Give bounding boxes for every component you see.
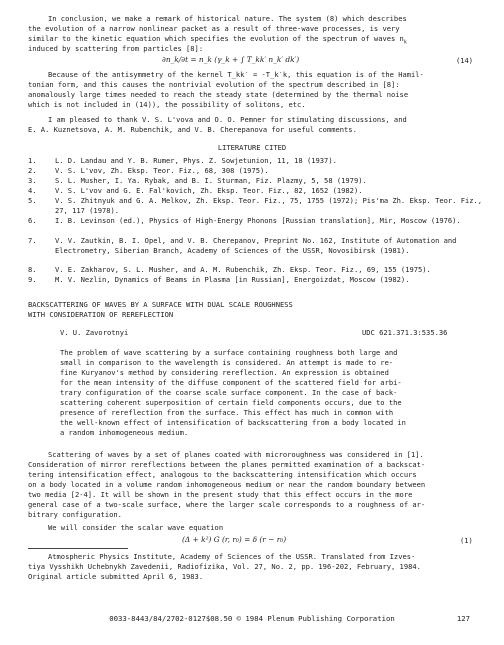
abstract-line: small in comparison to the wavelength is considered. An attempt is made to re- — [60, 358, 394, 367]
article-author: V. U. Zavorotnyi — [60, 328, 129, 337]
acknowledgment-line: E. A. Kuznetsova, A. M. Rubenchik, and V. B. Cherepanova for useful comments. — [28, 125, 357, 134]
abstract-line: trary configuration of the coarse scale surface component. In the case of back- — [60, 388, 398, 397]
body-line: tering intensification effect, analogous to the backscattering intensification which occurs — [28, 470, 417, 479]
abstract-line: The problem of wave scattering by a surface containing roughness both large and — [60, 348, 398, 357]
body-line: anomalously large times needed to reach the steady state (determined by the thermal noise — [28, 90, 409, 99]
body-line: bitrary configuration. — [28, 510, 122, 519]
body-line: similar to the kinetic equation which specifies the evolution of the spectrum of waves $n_k$ — [28, 34, 407, 46]
journal-page: In conclusion, we make a remark of historical nature. The system (8) which describes the evolution of a narrow nonlinear packet as a result of three-wave processes, is very similar to the kinetic equation which specifies the evolution of the spectrum of waves $n_k$ induced by scattering from particles [8]: ∂n_k/∂t = n_k (γ_k + ∫ T_kk′ n_k′ dk′) (14) Because of the antisymmetry of the kernel T_kk′ = -T_k′k, this equation is of the Hamil- tonian form, and this causes the nontrivial evolution of the spectrum described in [8]: anomalously large times needed to reach the steady state (determined by the thermal noise which is not included in (14)), the possibility of solitons, etc. I am pleased to thank V. S. L'vova and O. O. Pemner for stimulating discussions, and E. A. Kuznetsova, A. M. Rubenchik, and V. B. Cherepanova for useful comments. LITERATURE CITED 1. L. D. Landau and Y. B. Rumer, Phys. Z. Sowjetunion, 11, 18 (1937). 2. V. S. L'vov, Zh. Eksp. Teor. Fiz., 68, 308 (1975). 3. S. L. Musher, I. Ya. Rybak, and B. I. Sturman, Fiz. Plazmy, 5, 58 (1979). 4. V. S. L'vov and G. E. Fal'kovich, Zh. Eksp. Teor. Fiz., 82, 1652 (1982). 5. V. S. Zhitnyuk and G. A. Melkov, Zh. Eksp. Teor. Fiz., 75, 1755 (1972); Pis'ma Zh. Eksp. Teor. Fiz., 27, 117 (1978). 6. I. B. Levinson (ed.), Physics of High-Energy Phonons [Russian translation], Mir, Moscow (1976). 7. V. V. Zautkin, B. I. Opel, and V. B. Cherepanov, Preprint No. 162, Institute of Automation and Electrometry, Siberian Branch, Academy of Sciences of the USSR, Novosibirsk (1981). 8. V. E. Zakharov, S. L. Musher, and A. M. Rubenchik, Zh. Eksp. Teor. Fiz., 69, 155 (1975). 9. M. V. Nezlin, Dynamics of Beams in Plasma [in Russian], Energoizdat, Moscow (1982). BACKSCATTERING OF WAVES BY A SURFACE WITH DUAL SCALE ROUGHNESS WITH CONSIDERATION OF REREFLECTION V. U. Zavorotnyi UDC 621.371.3:535.36 The problem of wave scattering by a surface containing roughness both large and small in comparison to the wavelength is considered. An attempt is made to re- fine Kuryanov's method by considering rereflection. An expression is obtained for the mean intensity of the diffuse component of the scattered field for arbi- trary configuration of the coarse scale surface component. In the case of back- scattering coherent superposition of certain field components occurs, due to the presence of rereflection from the surface. This effect has much in common with the well-known effect of intensification of backscattering from a body located in a random inhomogeneous medium. Scattering of waves by a set of planes coated with microroughness was considered in [1]. Consideration of mirror rereflections between the planes permitted examination of a backscat- tering intensification effect, analogous to the backscattering intensification which occurs on a body located in a volume random inhomogeneous medium or near the random boundary between two media [2-4]. It will be shown in the present study that this effect occurs in the more general case of a two-scale surface, where the larger scale corresponds to a roughness of ar- bitrary configuration. We will consider the scalar wave equation (Δ + k²) G (r, r₀) = δ (r − r₀) (1) Atmospheric Physics Institute, Academy of Sciences of the USSR. Translated from Izves- tiya Vysshikh Uchebnykh Zavedenii, Radiofizika, Vol. 27, No. 2, pp. 196-202, February, 1984. Original article submitted April 6, 1983. 0033-8443/84/2702-0127$08.50 © 1984 Plenum Publishing Corporation 127 — [0, 0, 504, 645]
body-line: tonian form, and this causes the nontrivial evolution of the spectrum described in [8]: — [28, 80, 400, 89]
body-line: general case of a two-scale surface, where the larger scale corresponds to a roughness of ar- — [28, 500, 426, 509]
footnote-line: tiya Vysshikh Uchebnykh Zavedenii, Radiofizika, Vol. 27, No. 2, pp. 196-202, February, 1984. — [28, 562, 421, 571]
page-number: 127 — [456, 614, 470, 623]
abstract-line: the well-known effect of intensification of backscattering from a body located in — [60, 418, 406, 427]
body-line: induced by scattering from particles [8]: — [28, 44, 204, 53]
body-line: Consideration of mirror rereflections between the planes permitted examination of a backscat- — [28, 460, 426, 469]
article-title: BACKSCATTERING OF WAVES BY A SURFACE WITH DUAL SCALE ROUGHNESS — [28, 300, 293, 309]
equation-number: (14) — [456, 56, 474, 65]
article-title: WITH CONSIDERATION OF REREFLECTION — [28, 310, 174, 319]
equation-number: (1) — [460, 536, 473, 545]
body-line: the evolution of a narrow nonlinear packet as a result of three-wave processes, is very — [28, 24, 400, 33]
footnote-rule — [28, 548, 128, 549]
body-line: which is not included in (14)), the possibility of solitons, etc. — [28, 100, 306, 109]
abstract-line: scattering coherent superposition of certain field components occurs, due to the — [60, 398, 402, 407]
abstract-line: a random inhomogeneous medium. — [60, 428, 189, 437]
equation-14: ∂n_k/∂t = n_k (γ_k + ∫ T_kk′ n_k′ dk′) — [162, 55, 300, 64]
abstract-line: fine Kuryanov's method by considering rereflection. An expression is obtained — [60, 368, 389, 377]
abstract-line: for the mean intensity of the diffuse component of the scattered field for arbi- — [60, 378, 402, 387]
abstract-line: presence of rereflection from the surface. This effect has much in common with — [60, 408, 394, 417]
equation-1: (Δ + k²) G (r, r₀) = δ (r − r₀) — [182, 535, 287, 544]
body-line: Scattering of waves by a set of planes coated with microroughness was considered in [1]. — [48, 450, 424, 459]
acknowledgment-line: I am pleased to thank V. S. L'vova and O. O. Pemner for stimulating discussions, and — [48, 115, 407, 124]
body-line: In conclusion, we make a remark of historical nature. The system (8) which describes — [48, 14, 407, 23]
body-line: on a body located in a volume random inhomogeneous medium or near the random boundary between — [28, 480, 426, 489]
references-heading: LITERATURE CITED — [217, 143, 287, 152]
copyright-line: 0033-8443/84/2702-0127$08.50 © 1984 Plenum Publishing Corporation — [109, 614, 395, 623]
body-line: two media [2-4]. It will be shown in the present study that this effect occurs in the more — [28, 490, 413, 499]
udc-code: UDC 621.371.3:535.36 — [362, 328, 448, 337]
body-line: We will consider the scalar wave equation — [48, 523, 224, 532]
footnote-line: Original article submitted April 6, 1983. — [28, 572, 204, 581]
body-line: Because of the antisymmetry of the kernel T_kk′ = -T_k′k, this equation is of the Hamil- — [48, 70, 424, 79]
footnote-line: Atmospheric Physics Institute, Academy of Sciences of the USSR. Translated from Izves- — [48, 552, 416, 561]
